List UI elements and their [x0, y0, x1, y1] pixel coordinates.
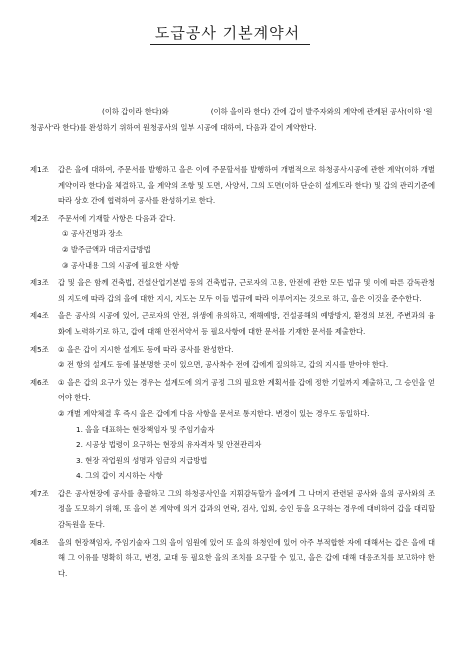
article-body — [58, 342, 435, 373]
article-text: 을의 현장책임자, 주임기술자 그의 을이 임원에 있어 또 을의 하청인에 있어 아주 부적합한 자에 대해서는 갑은 을에 대해 그 이유를 명확히 하고, 변경, 교대 등 필요한 을의 조치를 요구할 수 있고, 을은 갑에 대해 대응조치를 보고하야 한다. — [58, 537, 435, 578]
intro-part1: (이하 갑이라 한다)와 — [102, 107, 169, 116]
article-body — [58, 211, 435, 273]
article-number: 제7조 — [30, 488, 49, 498]
article-text: 갑은 을에 대하여, 주문서를 발행하고 을은 이에 주문할서를 발행하여 개별적으로 하청공사시공에 관한 계약(이하 개별계약이라 한다)을 체결하고, 을 계약의 조항 및 도면, 사양서, 그의 도면(이하 단순히 설계도라 한다) 및 갑의 관리기준에 따라 상호 간에 협력하여 공사를 완성하기로 한다. — [58, 165, 435, 206]
article-list — [30, 162, 435, 583]
article-text: ② 전 항의 설계도 등에 불분명한 곳이 있으면, 공사착수 전에 갑에게 질의하고, 갑의 지시를 받아야 한다. — [58, 360, 389, 370]
article-body — [58, 535, 435, 582]
article-6 — [30, 375, 435, 484]
article-text: 주문서에 기재할 사항은 다음과 같다. — [58, 213, 176, 223]
article-3 — [30, 275, 435, 306]
article-number: 제8조 — [30, 537, 49, 547]
article-text: ② 개별 계약체결 후 즉시 을은 갑에게 다음 사항을 문서로 통지한다. 변경이 있는 경우도 동일하다. — [58, 408, 370, 418]
article-number: 제5조 — [30, 344, 49, 354]
article-number: 제3조 — [30, 278, 49, 288]
article-number: 제1조 — [30, 165, 49, 174]
article-text: ① 을은 갑이 지시한 설계도 등에 따라 공사를 완성한다. — [58, 344, 234, 354]
article-2 — [30, 211, 435, 273]
article-text: 갑 및 을은 함께 건축법, 건설산업기본법 등의 건축법규, 근로자의 고용, 안전에 관한 모든 법규 및 이에 따른 감독관청의 지도에 따라 갑의 을에 대한 지시, 지도는 모두 이들 법규에 따라 이루어지는 것으로 하고, 을은 이것을 준수한다. — [58, 278, 435, 303]
intro-paragraph — [30, 104, 435, 136]
article-number: 제4조 — [30, 311, 49, 321]
article-item: ③ 공사내용 그의 시공에 필요한 사항 — [62, 260, 179, 270]
article-item: ② 발주금액과 대금지급방법 — [62, 244, 151, 254]
article-body — [58, 308, 435, 339]
article-body — [58, 162, 435, 209]
document-title: 도급공사 기본계약서 — [154, 24, 301, 42]
article-8 — [30, 535, 435, 582]
article-number: 제2조 — [30, 213, 49, 223]
intro-part2: (이하 을이라 한다) 간에 갑이 발주자와의 계약에 관계된 공사(이하 '원청공사'라 한다)를 완성하기 위하여 원청공사의 일부 시공에 대하여, 다음과 같이 계약한다. — [30, 107, 433, 132]
title-underline — [150, 44, 310, 45]
article-5 — [30, 342, 435, 373]
article-body — [58, 375, 435, 484]
article-text: 갑은 공사현장에 공사를 총괄하고 그의 하청공사인을 지휘감독할가 을에게 그 나머지 관련된 공사와 을의 공사와의 조정을 도모하기 위해, 또 을이 본 계약에 의거 갑과의 연락, 검사, 입회, 승인 등을 요구하는 경우에 대비하여 갑을 대리할 감독원을 둔다. — [58, 488, 435, 530]
article-item: ① 공사건명과 장소 — [62, 229, 123, 239]
article-body — [58, 275, 435, 306]
article-list-item: 3. 현장 작업원의 성명과 임금의 지급방법 — [76, 455, 208, 465]
article-4 — [30, 308, 435, 339]
article-body — [58, 486, 435, 533]
article-text: 을은 공사의 시공에 있어, 근로자의 안전, 위생에 유의하고, 재해예방, 건설공해의 예방방지, 환경의 보전, 주변과의 융화에 노력하기로 하고, 갑에 대해 안전서약서 등 필요사항에 대한 문서를 기재한 문서를 제출한다. — [58, 311, 435, 336]
article-number: 제6조 — [30, 377, 49, 387]
article-list-item: 2. 시공상 법령이 요구하는 현장의 유자격자 및 안전관리자 — [76, 440, 262, 450]
article-7 — [30, 486, 435, 533]
article-text: ① 을은 갑의 요구가 있는 경우는 설계도에 의거 공정 그의 필요한 계획서를 갑에 정한 기일까지 제출하고, 그 승인을 얻어야 한다. — [58, 377, 435, 403]
article-list-item: 4. 그의 갑이 지시하는 사항 — [76, 471, 163, 481]
article-list-item: 1. 을을 대표하는 현장책임자 및 주임기술자 — [76, 424, 215, 434]
article-1 — [30, 162, 435, 209]
